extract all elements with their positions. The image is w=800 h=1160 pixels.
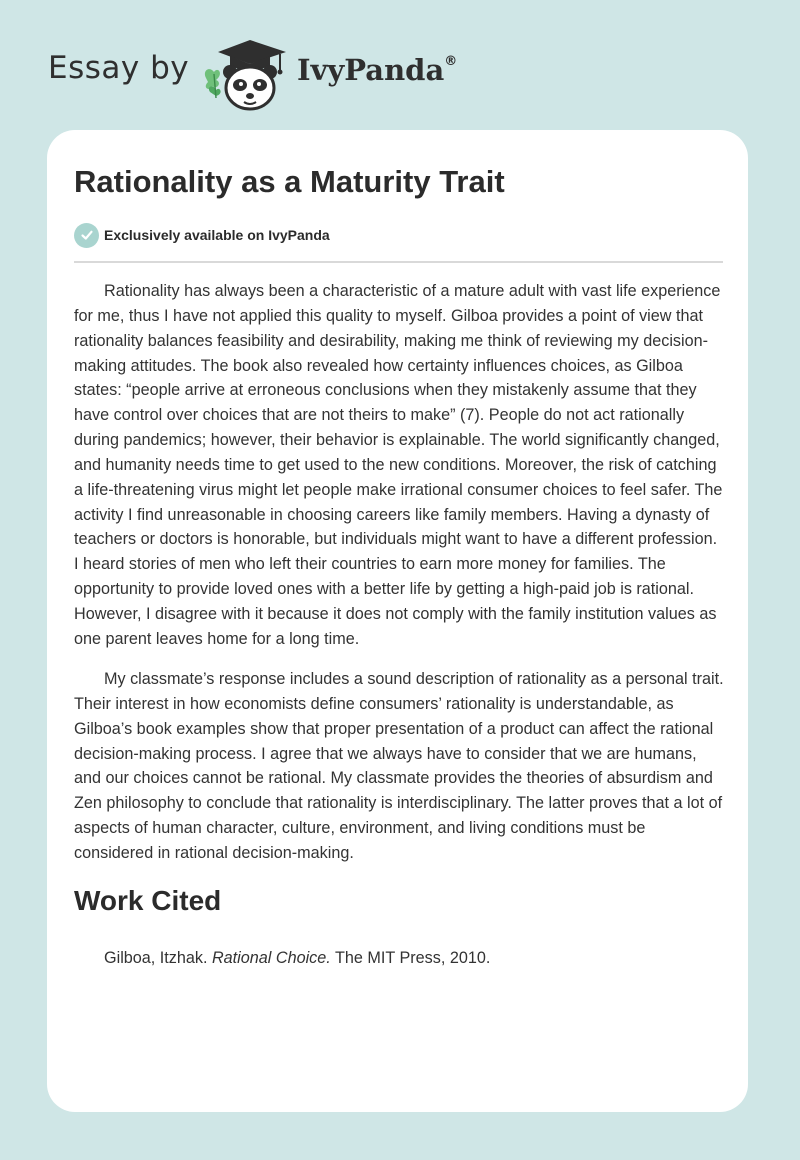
brand-name[interactable]: [297, 53, 457, 87]
essay-by-label: Essay by: [48, 50, 190, 86]
essay-paragraph: My classmate’s response includes a sound description of rationality as a personal trait. Their interest in how economists define consumers’ rationality is understandable, as Gilboa’s book examples show that proper presentation of a product can affect the rational decision-making process. I agree that we always have to consider that we are humans, and our choices cannot be rational. My classmate provides the theories of absurdism and Zen philosophy to conclude that rationality is interdisciplinary. The latter proves that a lot of aspects of human character, culture, environment, and living conditions must be considered in rational decision-making.: [74, 670, 724, 862]
essay-paragraph: Rationality has always been a characteristic of a mature adult with vast life experience for me, thus I have not applied this quality to myself. Gilboa provides a point of view that rationality balances feasibility and desirability, making me think of reviewing my decision-making attitudes. The book also revealed how certainty influences choices, as Gilboa states: “people arrive at erroneous conclusions when they mistakenly assume that they have control over choices that are not theirs to make” (7). People do not act rationally during pandemics; however, their behavior is explainable. The world significantly changed, and humanity needs time to get used to the new conditions. Moreover, the risk of catching a life-threatening virus might let people make irrational consumer choices to feel safer. The activity I find unreasonable in choosing careers like family members. Having a dynasty of teachers or doctors is honorable, but individuals might want to have a different profession. I heard stories of men who left their countries to earn more money for families. The opportunity to provide loved ones with a better life by getting a high-paid job is rational. However, I disagree with it because it does not comply with the family institution values as one parent leaves home for a long time.: [74, 282, 723, 648]
site-header: [0, 0, 800, 125]
exclusive-label: Exclusively available on IvyPanda: [104, 227, 330, 243]
ivy-leaf-icon: [205, 69, 221, 98]
panda-graduate-logo-icon[interactable]: [200, 36, 292, 112]
page-title: Rationality as a Maturity Trait: [74, 164, 505, 199]
citation-author: Gilboa, Itzhak.: [104, 949, 208, 967]
registered-mark: ®: [444, 54, 458, 70]
brand-text: IvyPanda: [297, 53, 445, 87]
divider: [74, 261, 723, 263]
exclusive-badge: [74, 222, 330, 248]
works-cited-heading: Work Cited: [74, 885, 222, 916]
citation-publisher: The MIT Press, 2010.: [334, 949, 491, 967]
check-circle-icon: [74, 223, 99, 248]
citation-book-title: Rational Choice.: [211, 949, 331, 967]
citation-entry: [104, 946, 490, 970]
